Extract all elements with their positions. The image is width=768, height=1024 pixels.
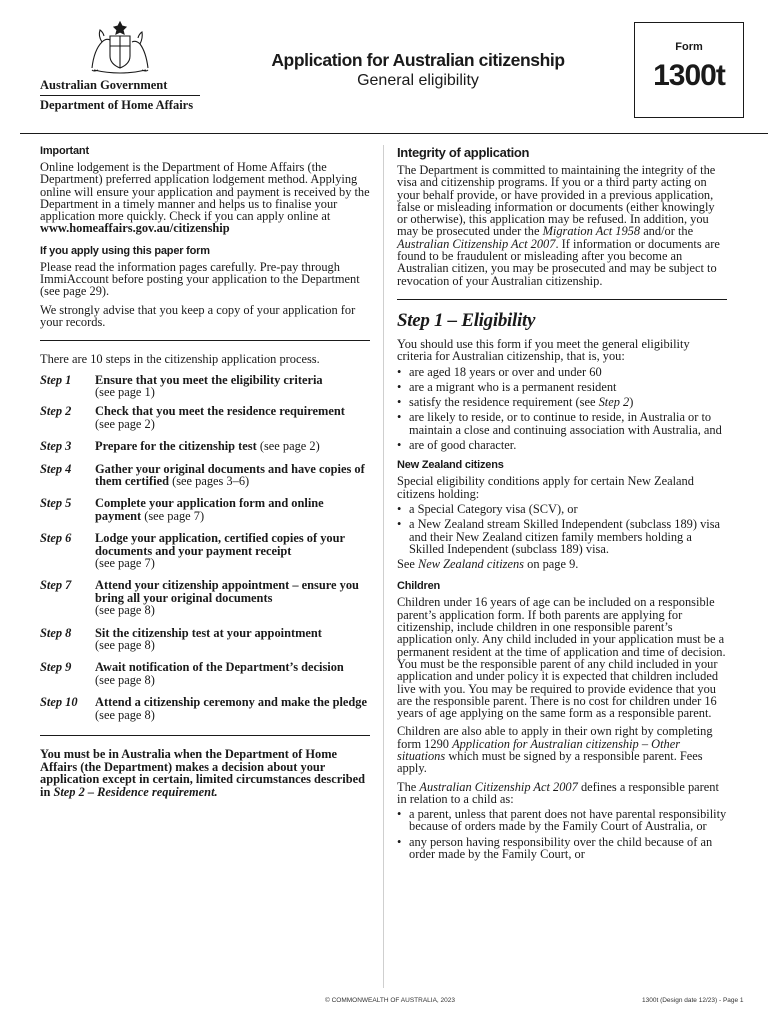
children-form-ref: Application for Australian citizenship – Other situations xyxy=(397,736,681,763)
step-ref: (see pages 3–6) xyxy=(172,474,250,488)
nz-see-text: See xyxy=(397,557,415,572)
right-column xyxy=(397,145,727,866)
list-item: • are likely to reside, or to continue to reside, in Australia or to maintain a close and continuing association with Australia, and xyxy=(397,411,727,436)
nz-heading: New Zealand citizens xyxy=(397,459,504,472)
children-text-3b: defines a responsible parent in relation to a child as: xyxy=(397,779,719,806)
integrity-act-2: Australian Citizenship Act 2007 xyxy=(397,236,556,251)
page-header xyxy=(0,0,768,135)
important-heading: Important xyxy=(40,145,89,157)
step-label: Step 9 xyxy=(40,660,72,675)
integrity-heading: Integrity of application xyxy=(397,145,530,160)
step-title: Await notification of the Department’s decision xyxy=(95,660,344,675)
step-label: Step 3 xyxy=(40,439,72,454)
steps-intro: There are 10 steps in the citizenship application process. xyxy=(40,352,320,367)
children-text-2a: Children are also able to apply in their own right by completing form 1290 xyxy=(397,724,713,751)
step-title: Check that you meet the residence requirement xyxy=(95,404,345,419)
step-ref: (see page 2) xyxy=(95,416,155,431)
step-ref: (see page 8) xyxy=(95,672,155,687)
step-title: Attend a citizenship ceremony and make the pledge xyxy=(95,695,368,710)
left-column xyxy=(40,145,370,811)
form-label: Form xyxy=(675,41,703,53)
list-item: • a Special Category visa (SCV), or xyxy=(397,503,727,515)
step-title: Gather your original documents and have copies of them certified xyxy=(95,461,365,488)
step-item xyxy=(40,440,370,452)
form-subtitle: General eligibility xyxy=(357,72,479,89)
integrity-text xyxy=(397,164,727,287)
divider xyxy=(40,95,200,96)
step-title: Ensure that you meet the eligibility criteria xyxy=(95,372,323,387)
step-label: Step 2 xyxy=(40,404,72,419)
column-divider xyxy=(383,145,384,988)
children-heading: Children xyxy=(397,580,441,593)
integrity-body-1: The Department is committed to maintaining the integrity of the visa and citizenship programs. If you or a third party acting on your behalf provide, or have provided in a previous application, false or misleading information or documents (either knowingly or otherwise), this application may be refused. In addition, you may be prosecuted under the xyxy=(397,163,716,239)
step-label: Step 7 xyxy=(40,578,72,593)
step-ref: (see page 1) xyxy=(95,384,155,399)
residence-bullet-end: ) xyxy=(629,395,634,410)
step1-heading: Step 1 – Eligibility xyxy=(397,309,536,331)
nz-see-ref: New Zealand citizens xyxy=(418,557,525,572)
step-ref: (see page 8) xyxy=(95,638,155,653)
step-item xyxy=(40,696,370,721)
step-ref: (see page 8) xyxy=(95,603,155,618)
department-name: Department of Home Affairs xyxy=(40,98,194,112)
responsible-parent-list xyxy=(397,808,727,860)
important-text xyxy=(40,161,370,235)
residence-bullet-text: satisfy the residence requirement (see xyxy=(409,395,596,410)
list-item: • are a migrant who is a permanent resident xyxy=(397,381,727,393)
residence-bullet-ref: Step 2 xyxy=(598,395,630,410)
nz-intro: Special eligibility conditions apply for certain New Zealand citizens holding: xyxy=(397,474,694,501)
step-label: Step 6 xyxy=(40,531,72,546)
step-item xyxy=(40,497,370,522)
nz-see-end: on page 9. xyxy=(527,557,579,572)
children-text-3a: The xyxy=(397,779,417,794)
australia-note-text: You must be in Australia when the Department of Home Affairs (the Department) makes a decision about your application except in certain, limited circumstances described in xyxy=(40,747,365,799)
step-ref: (see page 8) xyxy=(95,707,155,722)
step-ref: (see page 2) xyxy=(259,439,320,454)
section-divider xyxy=(40,340,370,341)
children-text-1: Children under 16 years of age can be included on a responsible parent’s application form. If both parents are applying for citizenship, include children in one responsible parent’s application only. Any child included in your application must be a permanent resident at the time of application and time of decision. You must be the responsible parent of any child included in your application and under policy it is expected that children included live with you. You may be required to provide evidence that you are the responsible parent. There is no cost for children under 16 years of age applying on the same form as a responsible parent. xyxy=(397,595,726,721)
form-number: 1300t xyxy=(653,59,725,92)
coat-of-arms-logo xyxy=(80,18,160,78)
list-item: • a New Zealand stream Skilled Independent (subclass 189) visa and their New Zealand citizen family members holding a Skilled Independent (subclass 189) visa. xyxy=(397,518,727,555)
australia-note-ref: Step 2 – Residence requirement. xyxy=(53,784,218,799)
children-text-2 xyxy=(397,725,727,774)
section-divider xyxy=(40,735,370,736)
paper-form-text-1: Please read the information pages carefully. Pre-pay through ImmiAccount before posting your application to the Department (see page 29). xyxy=(40,259,360,299)
paper-form-heading: If you apply using this paper form xyxy=(40,244,210,257)
step-label: Step 1 xyxy=(40,372,72,387)
children-text-3 xyxy=(397,781,727,806)
eligibility-list xyxy=(397,366,727,452)
important-body: Online lodgement is the Department of Home Affairs (the Department) preferred application lodgement method. Applying online will ensure your application and payment is received by the Department in a timely manner and helps us to finalise your application more quickly. Check if you can apply online at xyxy=(40,160,370,224)
list-item: • a parent, unless that parent does not have parental responsibility because of orders made by the Family Court of Australia, or xyxy=(397,808,727,833)
step-item xyxy=(40,661,370,686)
children-act-ref: Australian Citizenship Act 2007 xyxy=(419,779,578,794)
step-title: Attend your citizenship appointment – ensure you bring all your original documents xyxy=(95,578,359,605)
step-item xyxy=(40,627,370,652)
step-label: Step 10 xyxy=(40,695,78,710)
step-item xyxy=(40,463,370,488)
step-item xyxy=(40,532,370,569)
step-label: Step 8 xyxy=(40,625,72,640)
step-title: Prepare for the citizenship test xyxy=(95,439,257,454)
integrity-and: and/or the xyxy=(643,224,694,239)
step-item xyxy=(40,405,370,430)
citizenship-link[interactable]: www.homeaffairs.gov.au/citizenship xyxy=(40,221,230,236)
step-label: Step 4 xyxy=(40,461,72,476)
footer-page-info: 1300t (Design date 12/23) - Page 1 xyxy=(642,997,744,1004)
step-title: Complete your application form and online payment xyxy=(95,496,324,523)
step-item xyxy=(40,579,370,616)
section-divider xyxy=(397,299,727,300)
step-title: Lodge your application, certified copies of your documents and your payment receipt xyxy=(95,531,345,558)
integrity-act-1: Migration Act 1958 xyxy=(542,224,641,239)
steps-list xyxy=(40,374,370,722)
header-divider xyxy=(20,133,768,134)
list-item: • any person having responsibility over the child because of an order made by the Family Court, or xyxy=(397,836,727,861)
children-text-2b: which must be signed by a responsible parent. Fees apply. xyxy=(397,748,703,776)
australia-residence-note xyxy=(40,748,370,798)
list-item: • are aged 18 years or over and under 60 xyxy=(397,366,727,378)
nz-see xyxy=(397,558,727,570)
step-title: Sit the citizenship test at your appointment xyxy=(95,625,322,640)
step-ref: (see page 7) xyxy=(144,508,205,523)
government-name: Australian Government xyxy=(40,78,168,92)
integrity-body-2: . If information or documents are found to be fraudulent or misleading after you become an Australian citizen, you may be prosecuted and may be subject to revocation of your Australian citizenship. xyxy=(397,236,720,288)
form-number-box xyxy=(634,22,744,118)
step-ref: (see page 7) xyxy=(95,556,155,571)
step1-intro: You should use this form if you meet the general eligibility criteria for Australian citizenship, that is, you: xyxy=(397,336,690,364)
list-item: • are of good character. xyxy=(397,439,727,451)
footer-copyright: © COMMONWEALTH OF AUSTRALIA, 2023 xyxy=(325,997,455,1004)
step-label: Step 5 xyxy=(40,496,72,511)
list-item xyxy=(397,396,727,408)
step-item xyxy=(40,374,370,399)
form-title: Application for Australian citizenship xyxy=(271,50,565,70)
nz-list xyxy=(397,503,727,555)
paper-form-text-2: We strongly advise that you keep a copy of your application for your records. xyxy=(40,302,356,329)
